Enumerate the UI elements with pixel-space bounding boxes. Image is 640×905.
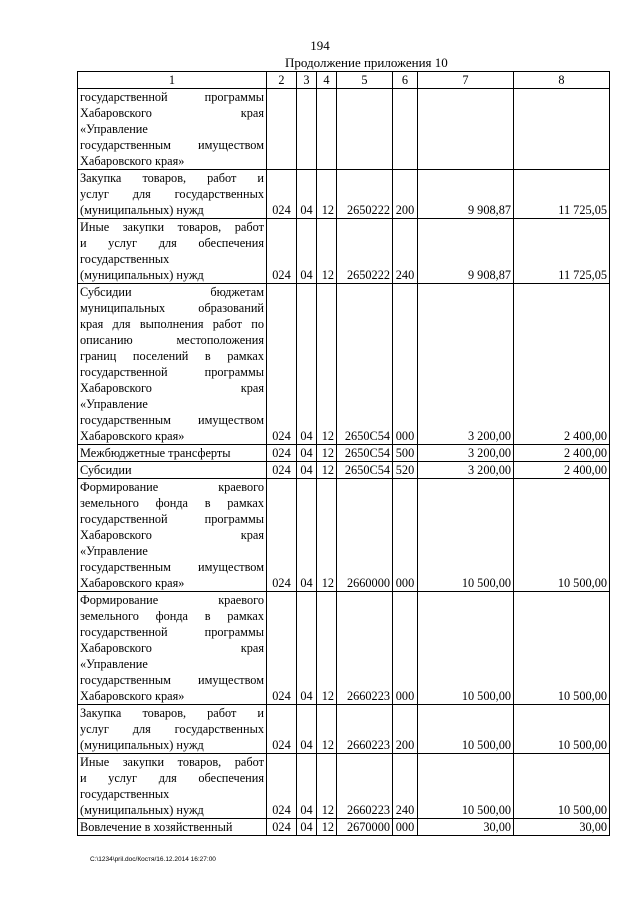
header-cell: 7 [418, 72, 514, 89]
table-row [78, 219, 610, 284]
cell-c4: 12 [317, 592, 337, 705]
description-line: «Управление [80, 544, 148, 558]
cell-c2: 024 [267, 170, 297, 219]
cell-c3: 04 [297, 705, 317, 754]
description-line: государственной программы [80, 512, 264, 526]
description-line: и услуг для обеспечения [80, 236, 264, 250]
cell-c5: 2650222 [337, 219, 393, 284]
description-line: государственной программы [80, 365, 264, 379]
description-line: (муниципальных) нужд [80, 738, 204, 752]
description-line: муниципальных образований [80, 301, 264, 315]
cell-c8: 10 500,00 [514, 479, 610, 592]
description-line: Закупка товаров, работ и [80, 171, 264, 185]
row-description [78, 462, 267, 479]
cell-c2: 024 [267, 462, 297, 479]
cell-c6: 000 [393, 819, 418, 836]
cell-c7: 10 500,00 [418, 754, 514, 819]
cell-c5: 2660223 [337, 754, 393, 819]
description-line: Формирование краевого [80, 480, 264, 494]
cell-c8: 10 500,00 [514, 754, 610, 819]
cell-c3: 04 [297, 479, 317, 592]
table-row [78, 754, 610, 819]
description-line: (муниципальных) нужд [80, 203, 204, 217]
description-line: границ поселений в рамках [80, 349, 264, 363]
cell-c5: 2660000 [337, 479, 393, 592]
cell-c2: 024 [267, 754, 297, 819]
description-line: (муниципальных) нужд [80, 268, 204, 282]
description-line: Хабаровского края [80, 106, 264, 120]
row-description [78, 284, 267, 445]
cell-c7: 10 500,00 [418, 479, 514, 592]
table-header-row [78, 72, 610, 89]
table-row [78, 89, 610, 170]
cell-c4: 12 [317, 284, 337, 445]
cell-c4: 12 [317, 170, 337, 219]
cell-c5: 2650С54 [337, 445, 393, 462]
cell-c6: 200 [393, 705, 418, 754]
cell-c6: 200 [393, 170, 418, 219]
cell-c7: 10 500,00 [418, 705, 514, 754]
cell-c3: 04 [297, 462, 317, 479]
description-line: (муниципальных) нужд [80, 803, 204, 817]
cell-c4: 12 [317, 445, 337, 462]
cell-c3: 04 [297, 754, 317, 819]
description-line: Хабаровского края» [80, 576, 185, 590]
header-cell: 5 [337, 72, 393, 89]
cell-c3: 04 [297, 284, 317, 445]
description-line: услуг для государственных [80, 187, 264, 201]
cell-c4: 12 [317, 705, 337, 754]
row-description [78, 170, 267, 219]
table-row [78, 705, 610, 754]
cell-c7: 3 200,00 [418, 462, 514, 479]
description-line: Субсидии бюджетам [80, 285, 264, 299]
description-line: «Управление [80, 397, 148, 411]
description-line: описанию местоположения [80, 333, 264, 347]
cell-c7 [418, 89, 514, 170]
row-description [78, 754, 267, 819]
description-line: Хабаровского края» [80, 429, 185, 443]
cell-c2: 024 [267, 819, 297, 836]
cell-c4: 12 [317, 462, 337, 479]
cell-c7: 9 908,87 [418, 219, 514, 284]
description-line: земельного фонда в рамках [80, 609, 264, 623]
description-line: Вовлечение в хозяйственный [80, 820, 233, 834]
description-line: государственным имуществом [80, 413, 264, 427]
cell-c8: 11 725,05 [514, 219, 610, 284]
header-cell: 3 [297, 72, 317, 89]
description-line: Закупка товаров, работ и [80, 706, 264, 720]
cell-c4: 12 [317, 479, 337, 592]
cell-c2: 024 [267, 592, 297, 705]
table-row [78, 445, 610, 462]
row-description [78, 479, 267, 592]
description-line: услуг для государственных [80, 722, 264, 736]
cell-c6: 240 [393, 754, 418, 819]
cell-c7: 3 200,00 [418, 445, 514, 462]
cell-c5: 2650С54 [337, 462, 393, 479]
page-number: 194 [310, 38, 330, 53]
cell-c8: 30,00 [514, 819, 610, 836]
description-line: и услуг для обеспечения [80, 771, 264, 785]
cell-c7: 30,00 [418, 819, 514, 836]
cell-c6: 000 [393, 284, 418, 445]
cell-c3: 04 [297, 819, 317, 836]
cell-c5: 2650222 [337, 170, 393, 219]
table-row [78, 819, 610, 836]
description-line: государственным имуществом [80, 673, 264, 687]
cell-c5: 2650С54 [337, 284, 393, 445]
cell-c4: 12 [317, 219, 337, 284]
cell-c8: 11 725,05 [514, 170, 610, 219]
description-line: края для выполнения работ по [80, 317, 264, 331]
cell-c5: 2660223 [337, 592, 393, 705]
cell-c8 [514, 89, 610, 170]
description-line: государственных [80, 252, 170, 266]
cell-c4 [317, 89, 337, 170]
description-line: Хабаровского края [80, 641, 264, 655]
header-cell: 6 [393, 72, 418, 89]
cell-c2: 024 [267, 284, 297, 445]
cell-c2: 024 [267, 445, 297, 462]
header-cell: 2 [267, 72, 297, 89]
description-line: Хабаровского края [80, 381, 264, 395]
cell-c6: 500 [393, 445, 418, 462]
table-row [78, 592, 610, 705]
row-description [78, 89, 267, 170]
cell-c3 [297, 89, 317, 170]
cell-c5: 2660223 [337, 705, 393, 754]
cell-c8: 10 500,00 [514, 705, 610, 754]
cell-c5: 2670000 [337, 819, 393, 836]
cell-c8: 10 500,00 [514, 592, 610, 705]
description-line: государственной программы [80, 625, 264, 639]
budget-table [77, 71, 610, 836]
cell-c3: 04 [297, 445, 317, 462]
row-description [78, 819, 267, 836]
cell-c7: 10 500,00 [418, 592, 514, 705]
cell-c3: 04 [297, 170, 317, 219]
header-cell: 4 [317, 72, 337, 89]
cell-c2: 024 [267, 705, 297, 754]
cell-c3: 04 [297, 219, 317, 284]
cell-c2 [267, 89, 297, 170]
cell-c6: 240 [393, 219, 418, 284]
row-description [78, 445, 267, 462]
cell-c5 [337, 89, 393, 170]
row-description [78, 592, 267, 705]
table-row [78, 170, 610, 219]
description-line: Межбюджетные трансферты [80, 446, 231, 460]
header-cell: 8 [514, 72, 610, 89]
cell-c2: 024 [267, 479, 297, 592]
description-line: Иные закупки товаров, работ [80, 755, 264, 769]
description-line: государственным имуществом [80, 138, 264, 152]
cell-c7: 9 908,87 [418, 170, 514, 219]
appendix-subtitle: Продолжение приложения 10 [285, 55, 448, 70]
description-line: Иные закупки товаров, работ [80, 220, 264, 234]
cell-c7: 3 200,00 [418, 284, 514, 445]
table-row [78, 284, 610, 445]
cell-c4: 12 [317, 754, 337, 819]
cell-c6 [393, 89, 418, 170]
description-line: Хабаровского края» [80, 689, 185, 703]
table-row [78, 479, 610, 592]
description-line: Субсидии [80, 463, 132, 477]
header-cell: 1 [78, 72, 267, 89]
cell-c8: 2 400,00 [514, 462, 610, 479]
description-line: земельного фонда в рамках [80, 496, 264, 510]
description-line: государственных [80, 787, 170, 801]
file-path-footer: C:\1234\pril.doc/Костя/16.12.2014 16:27:00 [90, 856, 216, 863]
cell-c6: 520 [393, 462, 418, 479]
cell-c4: 12 [317, 819, 337, 836]
description-line: «Управление [80, 122, 148, 136]
cell-c2: 024 [267, 219, 297, 284]
description-line: государственной программы [80, 90, 264, 104]
row-description [78, 219, 267, 284]
description-line: «Управление [80, 657, 148, 671]
cell-c3: 04 [297, 592, 317, 705]
description-line: Хабаровского края» [80, 154, 185, 168]
cell-c6: 000 [393, 592, 418, 705]
description-line: Хабаровского края [80, 528, 264, 542]
cell-c6: 000 [393, 479, 418, 592]
table-row [78, 462, 610, 479]
description-line: государственным имуществом [80, 560, 264, 574]
row-description [78, 705, 267, 754]
cell-c8: 2 400,00 [514, 445, 610, 462]
cell-c8: 2 400,00 [514, 284, 610, 445]
description-line: Формирование краевого [80, 593, 264, 607]
